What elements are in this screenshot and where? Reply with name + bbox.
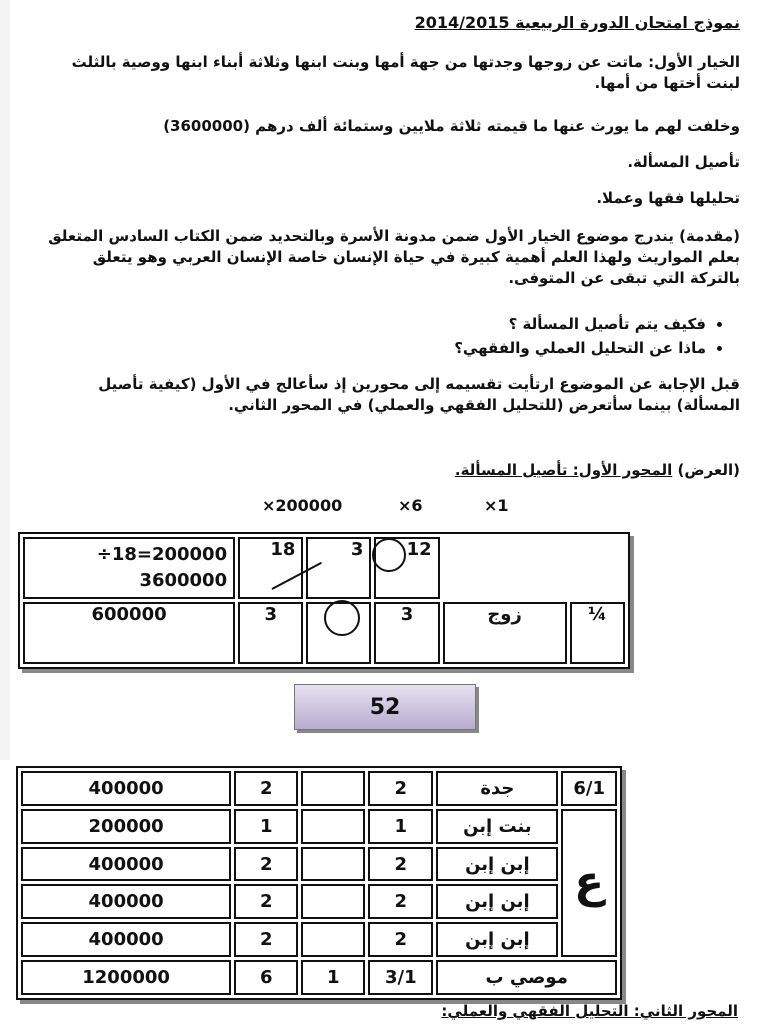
table-cell-amount: 1200000: [21, 960, 231, 995]
table-cell: [301, 884, 365, 919]
table-cell-amount: 200000: [21, 809, 231, 844]
table-cell: 2: [368, 884, 433, 919]
table-cell: 18: [238, 537, 303, 599]
table-cell-amount: 400000: [21, 847, 231, 882]
exam-title: نموذج امتحان الدورة الربيعية 2014/2015: [414, 13, 740, 32]
table-cell: 2: [234, 847, 298, 882]
inheritance-table-top: [18, 532, 630, 669]
introduction-paragraph: (مقدمة) يندرج موضوع الخيار الأول ضمن مدونة الأسرة وبالتحديد ضمن الكتاب السادس المتعلق بعلم المواريث ولهذا العلم أهمية كبيرة في حياة الإنسان خاصة الإنسان العربي وهو يتعلق بالتركة التي تبقى عن المتوفى.: [48, 227, 740, 287]
plan-paragraph: قبل الإجابة عن الموضوع ارتأيت تقسيمه إلى محورين إذ سأعالج في الأول (كيفية تأصيل المسألة) بينما سأتعرض (للتحليل الفقهي والعملي) في المحور الثاني.: [98, 375, 740, 414]
empty-cell: [570, 537, 625, 599]
multiplier-label: ×1: [484, 496, 509, 515]
table-cell: 12: [374, 537, 439, 599]
table-cell: 2: [234, 922, 298, 957]
task-analysis: تحليلها فقها وعملا.: [596, 189, 740, 207]
circle-mark: [372, 538, 406, 572]
table-cell: 2: [234, 884, 298, 919]
table-cell: 6: [234, 960, 298, 995]
table-cell: 2: [368, 771, 433, 806]
section-one-title: المحور الأول: تأصيل المسألة.: [454, 461, 673, 479]
table-cell-share: 6/1: [561, 771, 617, 806]
table-cell-heir: بنت إبن: [436, 809, 558, 844]
table-cell: 3: [306, 537, 371, 599]
table-cell: [301, 847, 365, 882]
task-rooting: تأصيل المسألة.: [627, 153, 740, 171]
total-shares-box: 52: [294, 684, 476, 730]
table-cell: 3: [374, 602, 439, 664]
table-cell: [301, 771, 365, 806]
list-item: • ماذا عن التحليل العملي والفقهي؟: [454, 336, 706, 360]
table-cell: [301, 922, 365, 957]
inheritance-table-bottom: [16, 766, 622, 1000]
table-cell-amount: 400000: [21, 922, 231, 957]
section-two-heading: المحور الثاني: التحليل الفقهي والعملي:: [441, 1002, 738, 1020]
table-cell: 1: [301, 960, 365, 995]
multiplier-label: ×6: [398, 496, 423, 515]
empty-cell: [443, 537, 567, 599]
table-cell-amount: 400000: [21, 771, 231, 806]
section-one-heading: [40, 460, 740, 481]
table-cell: 2: [234, 771, 298, 806]
question-list: [454, 312, 728, 360]
table-cell-amount: 600000: [23, 602, 235, 664]
table-cell: 2: [368, 922, 433, 957]
table-cell: 1: [234, 809, 298, 844]
table-cell-heir: إبن إبن: [436, 884, 558, 919]
table-cell-residue: ع: [561, 809, 617, 957]
table-cell-heir: إبن إبن: [436, 847, 558, 882]
section-prefix: (العرض): [672, 461, 740, 479]
table-cell: 3/1: [368, 960, 433, 995]
table-cell-heir: موصي ب: [436, 960, 617, 995]
table-cell-calculation: ÷18=200000 3600000: [23, 537, 235, 599]
table-cell: 1: [368, 809, 433, 844]
table-cell: 2: [368, 847, 433, 882]
multiplier-label: ×200000: [262, 496, 343, 515]
table-cell-heir: إبن إبن: [436, 922, 558, 957]
circle-mark: [324, 600, 360, 636]
table-cell-heir: زوج: [443, 602, 567, 664]
list-item: • فكيف يتم تأصيل المسألة ؟: [454, 312, 706, 336]
question-paragraph: الخيار الأول: ماتت عن زوجها وجدتها من جهة أمها وبنت ابنها وثلاثة أبناء ابنها ووصية بالثلث لبنت أختها من أمها.: [71, 53, 740, 92]
estate-paragraph: وخلفت لهم ما يورث عنها ما قيمته ثلاثة ملايين وستمائة ألف درهم (3600000): [163, 117, 740, 135]
table-cell: [301, 809, 365, 844]
table-cell-share: ¼: [570, 602, 625, 664]
table-cell-amount: 400000: [21, 884, 231, 919]
table-cell: 3: [238, 602, 303, 664]
table-cell-heir: جدة: [436, 771, 558, 806]
page-margin-strip: [0, 0, 10, 760]
